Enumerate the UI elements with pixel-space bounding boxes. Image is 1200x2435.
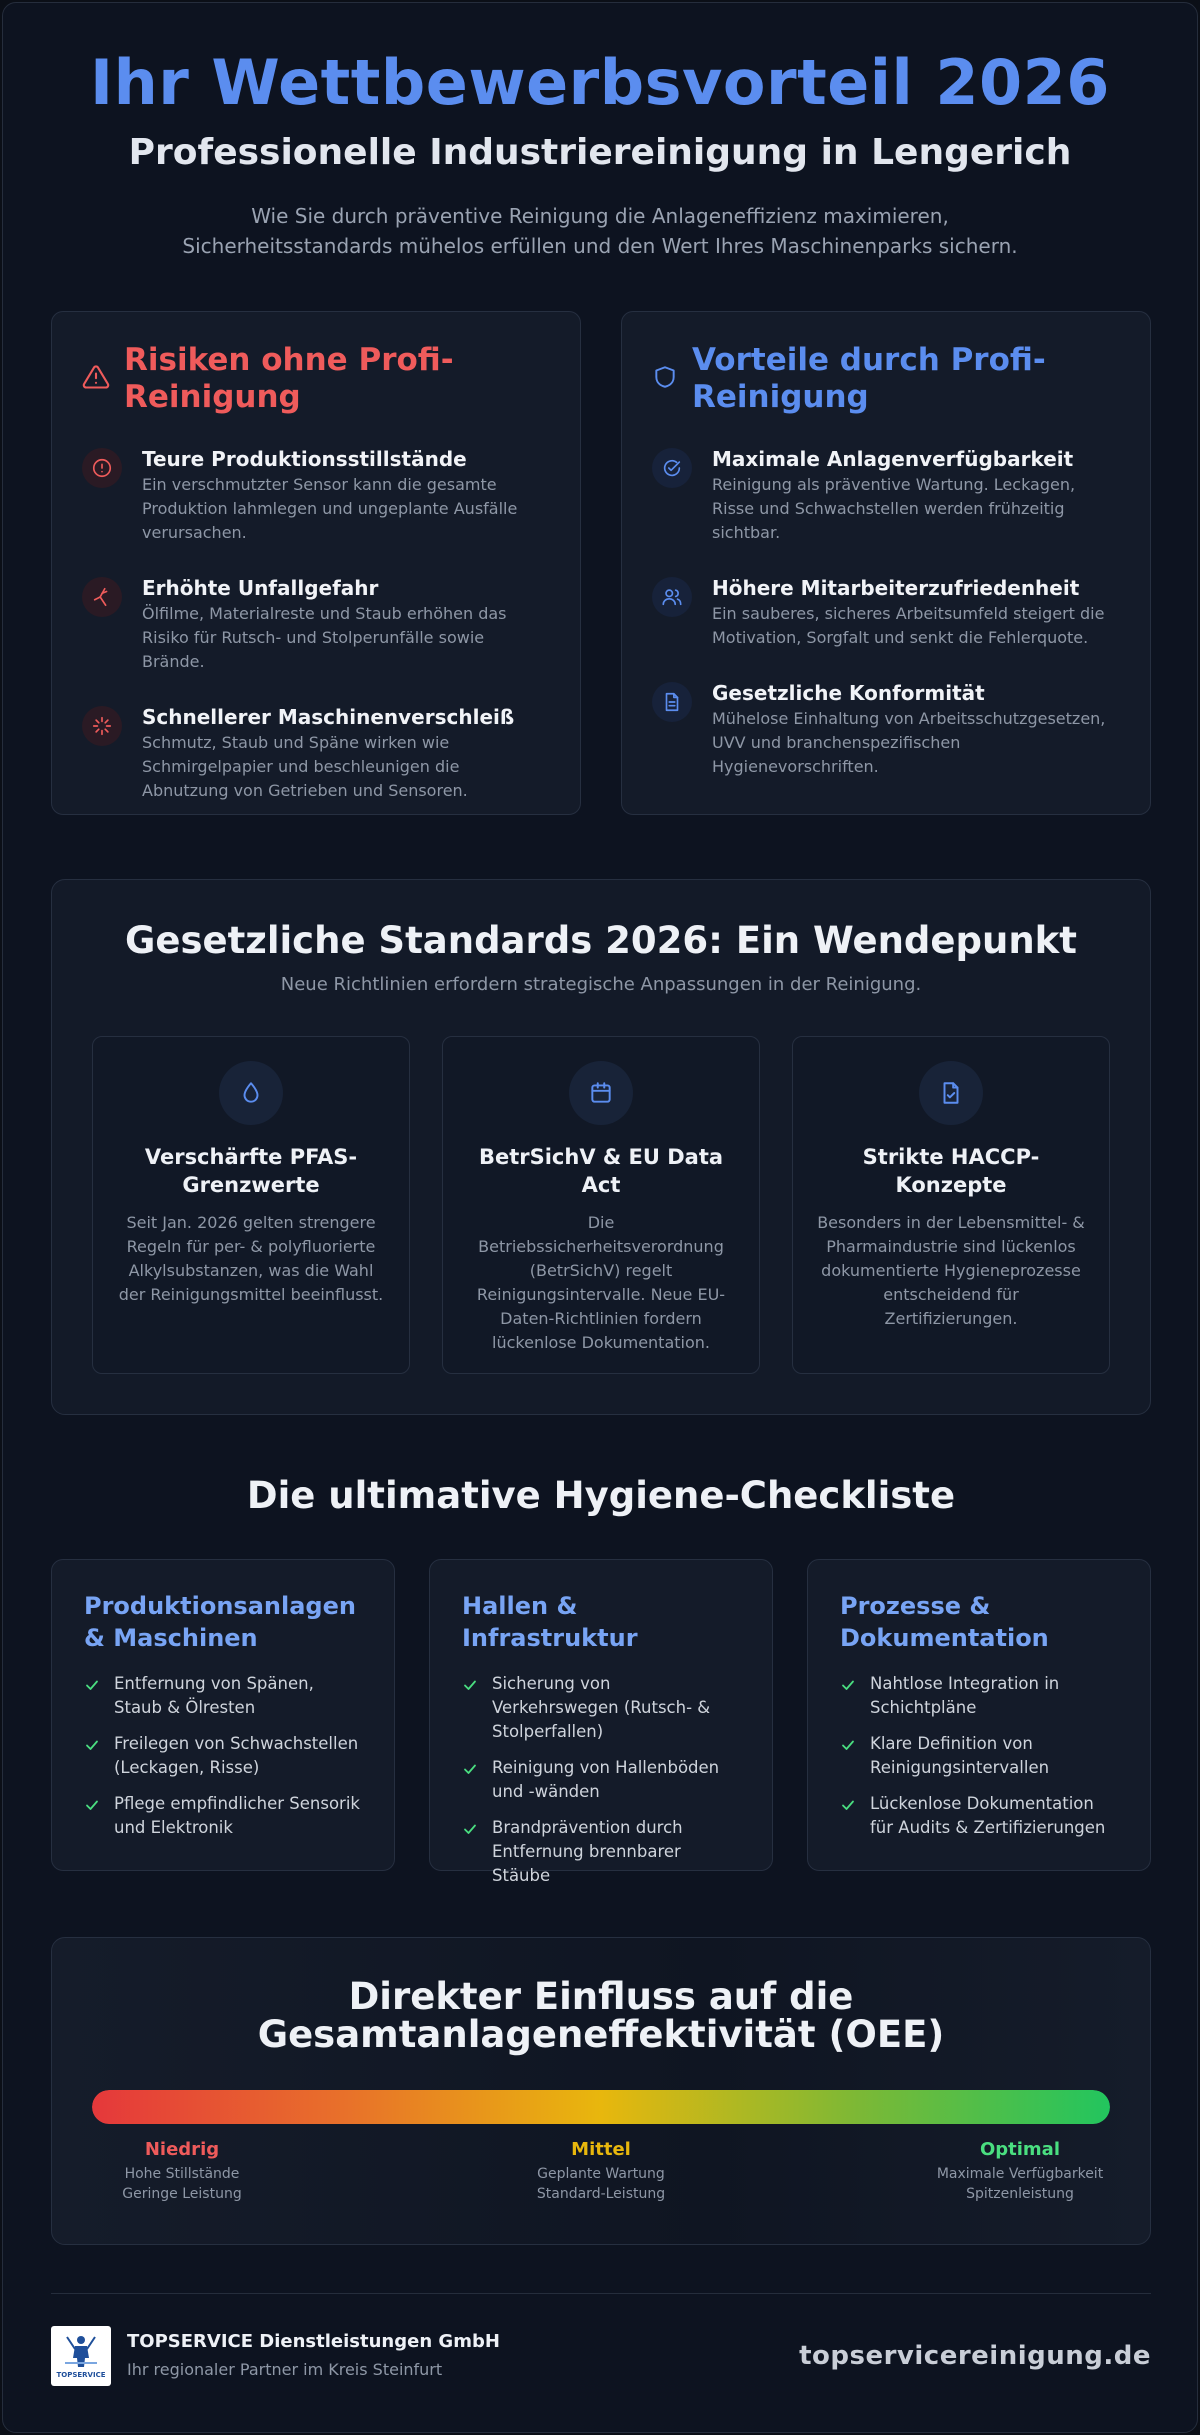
checklist-item-text: Lückenlose Dokumentation für Audits & Zertifizierungen — [870, 1794, 1106, 1837]
oee-section — [51, 1937, 1151, 2245]
checklist-column — [429, 1559, 773, 1885]
checklist-column-title: Prozesse & Dokumentation — [840, 1592, 1049, 1652]
checklist-list — [84, 1672, 362, 1840]
check-circle-icon — [652, 448, 692, 488]
standard-card-text: Die Betriebssicherheitsverordnung (BetrSichV) regelt Reinigungsintervalle. Neue EU-Daten-Richtlinien fordern lückenlose Dokumentation. — [476, 1213, 726, 1352]
shield-icon — [652, 364, 678, 394]
oee-label-line2: Geringe Leistung — [122, 2186, 242, 2202]
document-icon — [652, 682, 692, 722]
risk-item-title: Erhöhte Unfallgefahr — [142, 576, 379, 600]
cleaner-figure-icon — [61, 2333, 101, 2369]
check-icon — [462, 1820, 478, 1888]
checklist-item-text: Klare Definition von Reinigungsintervallen — [870, 1734, 1050, 1777]
standards-cards — [52, 1036, 1150, 1374]
risks-title: Risiken ohne Profi-Reinigung — [124, 342, 454, 415]
benefit-item-title: Höhere Mitarbeiterzufriedenheit — [712, 576, 1080, 600]
checklist-item-text: Pflege empfindlicher Sensorik und Elektronik — [114, 1794, 360, 1837]
standard-card — [92, 1036, 410, 1374]
risk-item-text: Ölfilme, Materialreste und Staub erhöhen das Risiko für Rutsch- und Stolperunfälle sowie Brände. — [142, 604, 507, 671]
oee-gradient-bar — [92, 2090, 1110, 2124]
logo-text: TOPSERVICE — [56, 2371, 106, 2379]
file-check-icon — [919, 1061, 983, 1125]
benefit-item — [652, 680, 1120, 779]
footer — [51, 2325, 1151, 2387]
oee-label-line1: Geplante Wartung — [537, 2166, 665, 2182]
checklist-item — [840, 1672, 1118, 1720]
wear-icon — [82, 706, 122, 746]
oee-label-high — [930, 2138, 1110, 2204]
checklist-item-text: Sicherung von Verkehrswegen (Rutsch- & Stolperfallen) — [492, 1674, 711, 1741]
standard-card-title: Strikte HACCP-Konzepte — [862, 1145, 1040, 1197]
standard-card-title: BetrSichV & EU Data Act — [478, 1145, 724, 1197]
risk-item-title: Teure Produktionsstillstände — [142, 447, 467, 471]
checklist-column — [807, 1559, 1151, 1871]
website-link[interactable]: topservicereinigung.de — [799, 2341, 1151, 2371]
check-icon — [462, 1760, 478, 1804]
company-logo — [51, 2326, 111, 2386]
standard-card — [442, 1036, 760, 1374]
check-icon — [840, 1796, 856, 1840]
benefit-item-text: Ein sauberes, sicheres Arbeitsumfeld steigert die Motivation, Sorgfalt und senkt die Fehlerquote. — [712, 604, 1105, 647]
calendar-icon — [569, 1061, 633, 1125]
oee-label-mid — [511, 2138, 691, 2204]
oee-title: Direkter Einfluss auf die Gesamtanlageneffektivität (OEE) — [257, 1975, 945, 2056]
benefit-item — [652, 446, 1120, 545]
oee-label-line2: Standard-Leistung — [536, 2186, 666, 2202]
droplet-icon — [219, 1061, 283, 1125]
infographic-page — [2, 2, 1198, 2433]
checklist-item-text: Nahtlose Integration in Schichtpläne — [870, 1674, 1060, 1717]
fall-icon — [82, 577, 122, 617]
standard-card-text: Besonders in der Lebensmittel- & Pharmaindustrie sind lückenlos dokumentierte Hygieneprozesse entscheidend für Zertifizierungen. — [817, 1213, 1085, 1328]
risk-item-text: Ein verschmutzter Sensor kann die gesamte Produktion lahmlegen und ungeplante Ausfälle verursachen. — [142, 475, 518, 542]
oee-label-name: Optimal — [979, 2139, 1061, 2160]
check-icon — [84, 1736, 100, 1780]
checklist-item-text: Reinigung von Hallenböden und -wänden — [492, 1758, 720, 1801]
benefits-panel — [621, 311, 1151, 815]
benefit-item-title: Gesetzliche Konformität — [712, 681, 985, 705]
checklist-item — [462, 1756, 740, 1804]
checklist-item — [840, 1792, 1118, 1840]
footer-company — [127, 2330, 500, 2382]
checklist-item-text: Brandprävention durch Entfernung brennbarer Stäube — [492, 1818, 683, 1885]
checklist-column — [51, 1559, 395, 1871]
standards-subtitle: Neue Richtlinien erfordern strategische Anpassungen in der Reinigung. — [280, 974, 922, 995]
users-icon — [652, 577, 692, 617]
standard-card-text: Seit Jan. 2026 gelten strengere Regeln für per- & polyfluorierte Alkylsubstanzen, was die Wahl der Reinigungsmittel beeinflusst. — [118, 1213, 384, 1304]
risk-item — [82, 704, 550, 803]
standards-section — [51, 879, 1151, 1415]
checklist-item — [84, 1672, 362, 1720]
intro-line-2: Sicherheitsstandards mühelos erfüllen und den Wert Ihres Maschinenparks sichern. — [182, 234, 1018, 258]
check-icon — [840, 1676, 856, 1720]
intro-line-1: Wie Sie durch präventive Reinigung die Anlageneffizienz maximieren, — [251, 204, 949, 228]
checklist-section — [51, 1559, 1151, 1885]
alert-circle-icon — [82, 448, 122, 488]
benefit-item-text: Reinigung als präventive Wartung. Leckagen, Risse und Schwachstellen werden frühzeitig sichtbar. — [712, 475, 1076, 542]
benefit-item-text: Mühelose Einhaltung von Arbeitsschutzgesetzen, UVV und branchenspezifischen Hygienevorschriften. — [712, 709, 1106, 776]
intro-text — [3, 201, 1197, 261]
check-icon — [840, 1736, 856, 1780]
oee-bar-fill — [92, 2090, 1110, 2124]
oee-label-name: Niedrig — [144, 2139, 220, 2160]
company-name: TOPSERVICE Dienstleistungen GmbH — [127, 2331, 500, 2352]
check-icon — [462, 1676, 478, 1744]
benefits-header — [652, 342, 1120, 416]
risk-item — [82, 575, 550, 674]
standards-title: Gesetzliche Standards 2026: Ein Wendepunkt — [125, 919, 1077, 962]
risks-header — [82, 342, 550, 416]
warning-icon — [82, 363, 110, 395]
oee-label-line1: Maximale Verfügbarkeit — [936, 2166, 1104, 2182]
checklist-item — [84, 1792, 362, 1840]
check-icon — [84, 1796, 100, 1840]
checklist-list — [462, 1672, 740, 1888]
oee-label-line2: Spitzenleistung — [966, 2186, 1074, 2202]
checklist-list — [840, 1672, 1118, 1840]
risk-item — [82, 446, 550, 545]
standard-card — [792, 1036, 1110, 1374]
risks-panel — [51, 311, 581, 815]
benefit-item-title: Maximale Anlagenverfügbarkeit — [712, 447, 1074, 471]
company-tagline: Ihr regionaler Partner im Kreis Steinfurt — [127, 2360, 443, 2379]
page-subtitle: Professionelle Industriereinigung in Lengerich — [128, 132, 1072, 173]
checklist-title: Die ultimative Hygiene-Checkliste — [246, 1474, 956, 1517]
checklist-item — [84, 1732, 362, 1780]
checklist-item-text: Entfernung von Spänen, Staub & Ölresten — [114, 1674, 314, 1717]
risks-benefits-section — [51, 311, 1151, 815]
checklist-item — [840, 1732, 1118, 1780]
benefit-item — [652, 575, 1120, 650]
checklist-column-title: Hallen & Infrastruktur — [462, 1592, 638, 1652]
risk-item-text: Schmutz, Staub und Späne wirken wie Schmirgelpapier und beschleunigen die Abnutzung von Getrieben und Sensoren. — [142, 733, 468, 800]
footer-divider — [51, 2293, 1151, 2294]
page-title: Ihr Wettbewerbsvorteil 2026 — [90, 46, 1110, 119]
oee-label-line1: Hohe Stillstände — [124, 2166, 240, 2182]
oee-label-name: Mittel — [571, 2139, 631, 2160]
risk-item-title: Schnellerer Maschinenverschleiß — [142, 705, 515, 729]
oee-label-low — [92, 2138, 272, 2204]
checklist-column-title: Produktionsanlagen & Maschinen — [84, 1592, 356, 1652]
checklist-item — [462, 1816, 740, 1888]
standard-card-title: Verschärfte PFAS-Grenzwerte — [144, 1145, 358, 1197]
benefits-title: Vorteile durch Profi-Reinigung — [692, 342, 1046, 415]
hero-section — [3, 3, 1197, 261]
checklist-item — [462, 1672, 740, 1744]
checklist-item-text: Freilegen von Schwachstellen (Leckagen, Risse) — [114, 1734, 359, 1777]
check-icon — [84, 1676, 100, 1720]
